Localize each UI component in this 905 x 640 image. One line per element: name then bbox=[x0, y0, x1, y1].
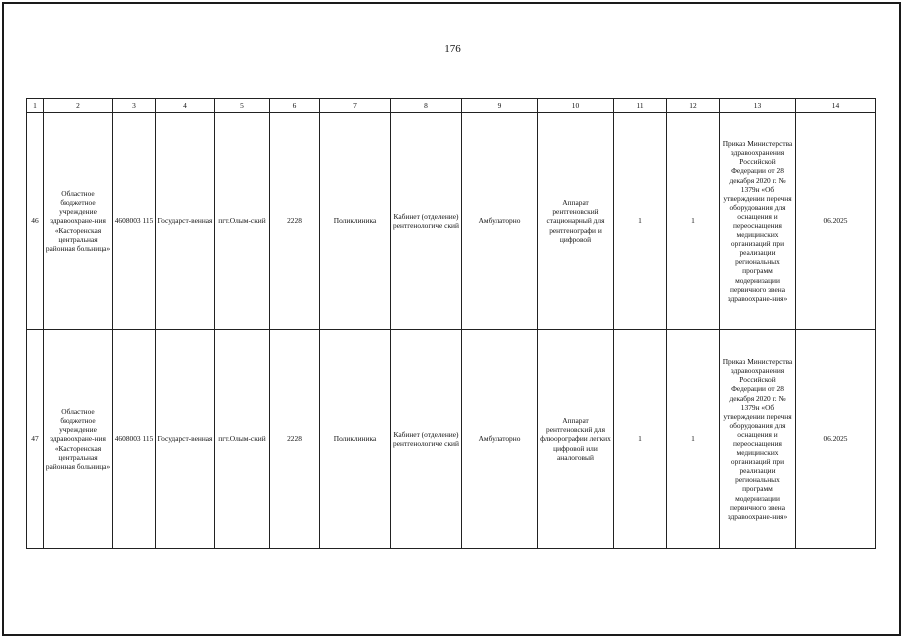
row-number: 46 bbox=[27, 113, 44, 330]
organization-cell: Областное бюджетное учреждение здравоохране-ния «Касторенская центральная районная больница» bbox=[44, 113, 113, 330]
department-cell: Поликлиника bbox=[320, 113, 391, 330]
row-number: 47 bbox=[27, 330, 44, 549]
equipment-table bbox=[26, 98, 876, 549]
date-cell: 06.2025 bbox=[796, 113, 876, 330]
quantity-cell: 1 bbox=[667, 330, 720, 549]
care-type-cell: Амбулаторно bbox=[462, 113, 538, 330]
column-header: 7 bbox=[320, 99, 391, 113]
code-cell: 2228 bbox=[270, 330, 320, 549]
column-header: 6 bbox=[270, 99, 320, 113]
column-header: 3 bbox=[113, 99, 156, 113]
ownership-cell: Государст-венная bbox=[156, 113, 215, 330]
table-row bbox=[27, 113, 876, 330]
column-header: 5 bbox=[215, 99, 270, 113]
locality-cell: пгт.Олым-ский bbox=[215, 113, 270, 330]
column-header: 12 bbox=[667, 99, 720, 113]
column-header: 2 bbox=[44, 99, 113, 113]
quantity-cell: 1 bbox=[614, 113, 667, 330]
code-cell: 2228 bbox=[270, 113, 320, 330]
column-header: 9 bbox=[462, 99, 538, 113]
column-header: 13 bbox=[720, 99, 796, 113]
equipment-cell: Аппарат рентгеновский для флюорографии легких цифровой или аналоговый bbox=[538, 330, 614, 549]
basis-cell: Приказ Министерства здравоохранения Российской Федерации от 28 декабря 2020 г. № 1379н «Об утверждении перечня оборудования для оснащения и переоснащения медицинских организаций при реализации региональных программ модернизации первичного звена здравоохране-ния» bbox=[720, 113, 796, 330]
quantity-cell: 1 bbox=[614, 330, 667, 549]
locality-cell: пгт.Олым-ский bbox=[215, 330, 270, 549]
column-header: 8 bbox=[391, 99, 462, 113]
column-header: 14 bbox=[796, 99, 876, 113]
inn-cell: 4608003 115 bbox=[113, 113, 156, 330]
equipment-cell: Аппарат рентгеновский стационарный для рентгенографи и цифровой bbox=[538, 113, 614, 330]
inn-cell: 4608003 115 bbox=[113, 330, 156, 549]
header-row bbox=[27, 99, 876, 113]
room-cell: Кабинет (отделение) рентгенологиче ский bbox=[391, 330, 462, 549]
column-header: 4 bbox=[156, 99, 215, 113]
column-header: 1 bbox=[27, 99, 44, 113]
page-number: 176 bbox=[444, 43, 461, 55]
organization-cell: Областное бюджетное учреждение здравоохране-ния «Касторенская центральная районная больница» bbox=[44, 330, 113, 549]
department-cell: Поликлиника bbox=[320, 330, 391, 549]
column-header: 11 bbox=[614, 99, 667, 113]
room-cell: Кабинет (отделение) рентгенологиче ский bbox=[391, 113, 462, 330]
table-row bbox=[27, 330, 876, 549]
basis-cell: Приказ Министерства здравоохранения Российской Федерации от 28 декабря 2020 г. № 1379н «Об утверждении перечня оборудования для оснащения и переоснащения медицинских организаций при реализации региональных программ модернизации первичного звена здравоохране-ния» bbox=[720, 330, 796, 549]
quantity-cell: 1 bbox=[667, 113, 720, 330]
column-header: 10 bbox=[538, 99, 614, 113]
ownership-cell: Государст-венная bbox=[156, 330, 215, 549]
care-type-cell: Амбулаторно bbox=[462, 330, 538, 549]
date-cell: 06.2025 bbox=[796, 330, 876, 549]
